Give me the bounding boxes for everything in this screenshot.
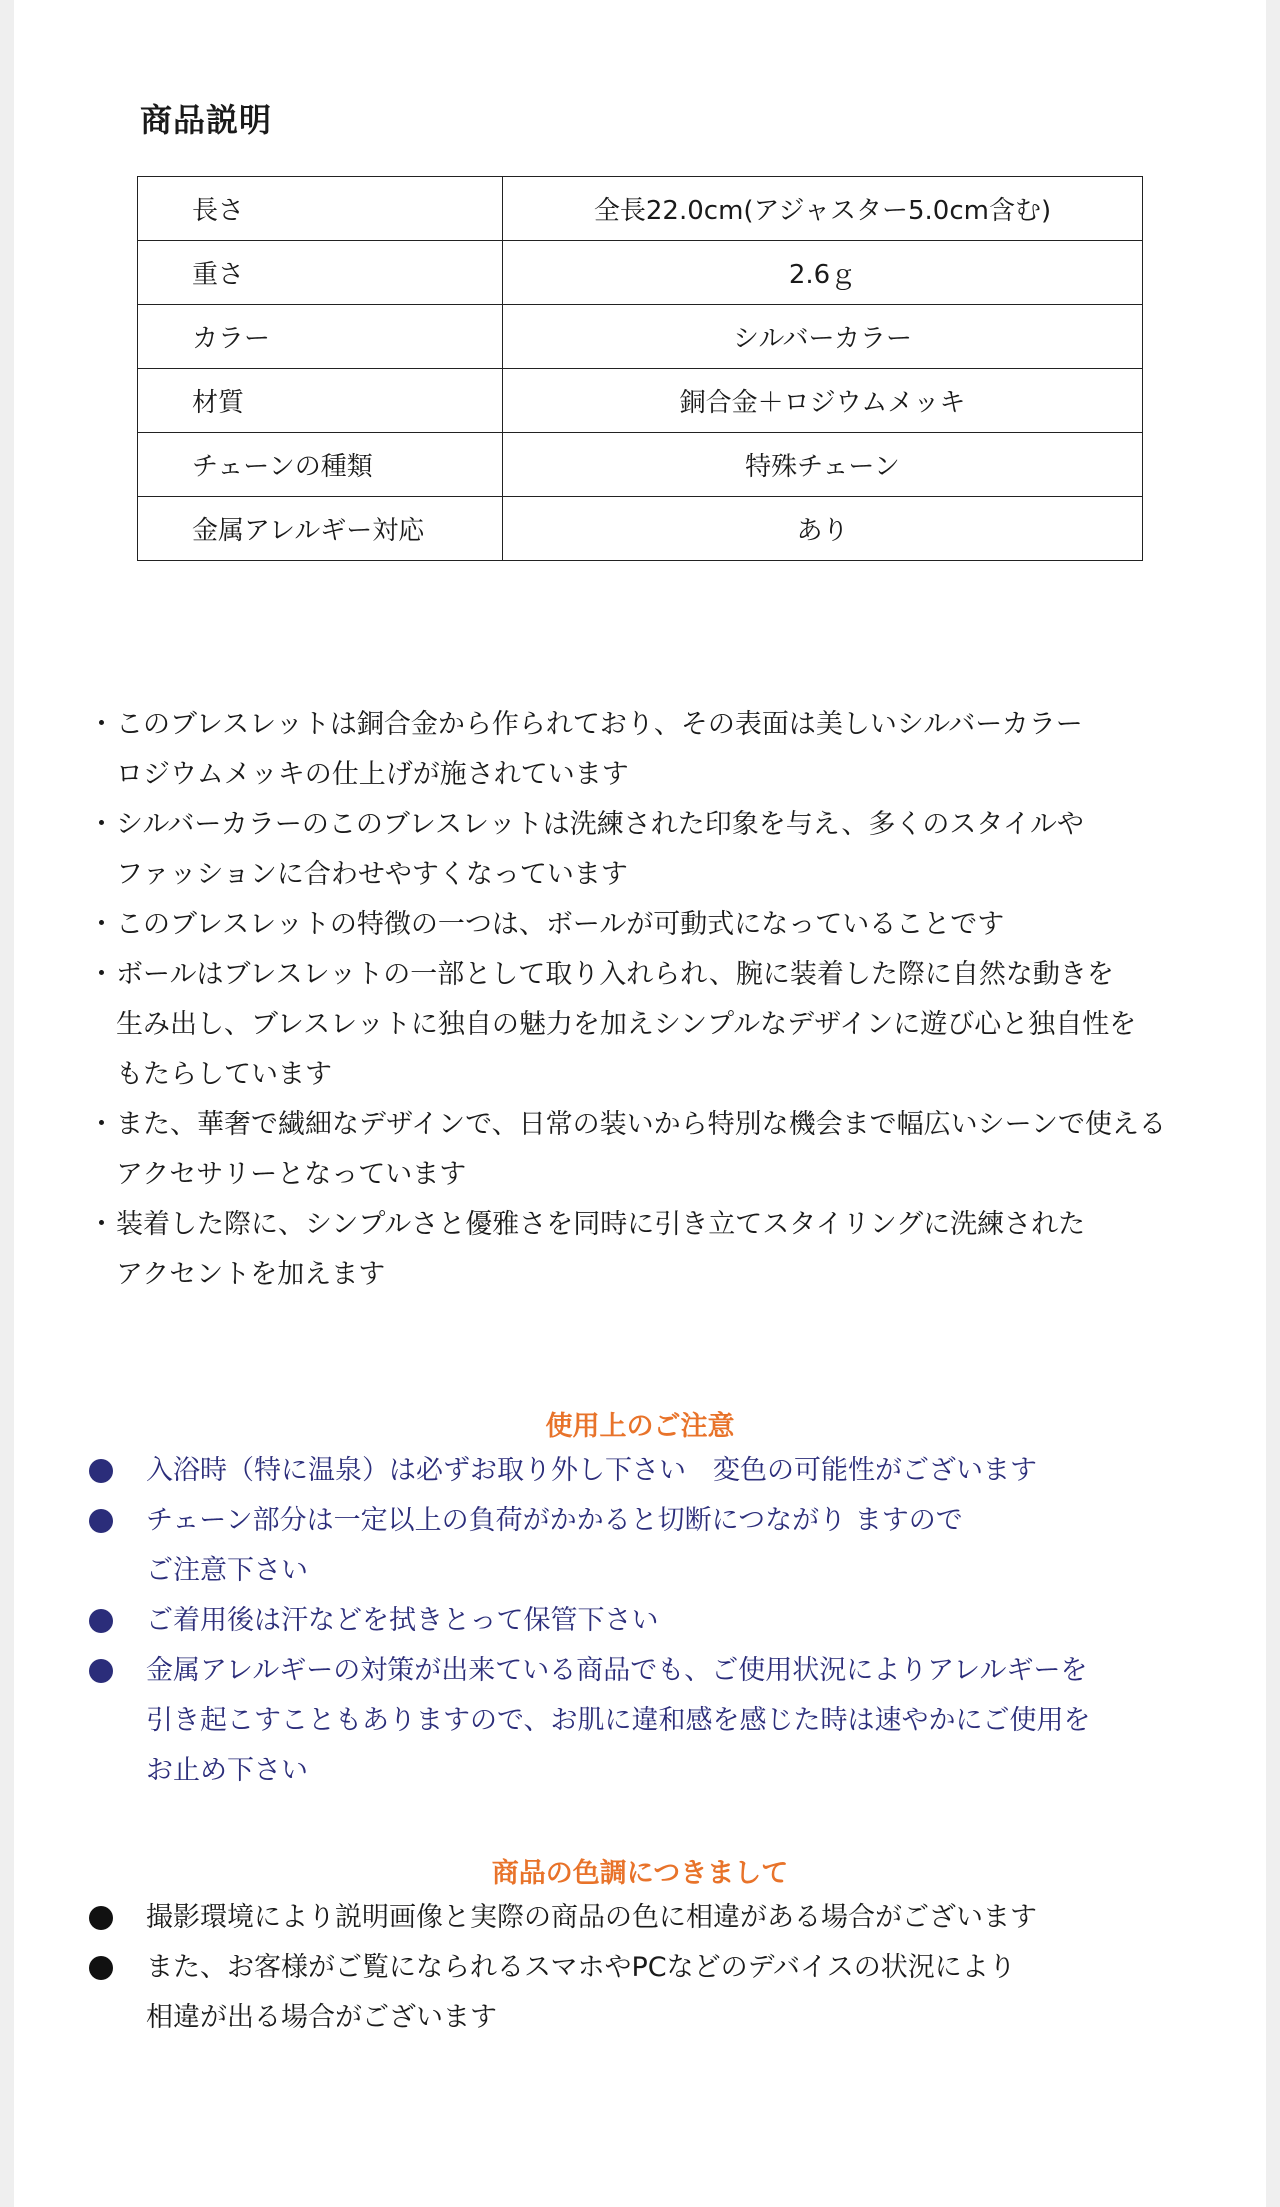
description-line: また、華奢で繊細なデザインで、日常の装いから特別な機会まで幅広いシーンで使える xyxy=(116,1109,1167,1140)
spec-value: あり xyxy=(503,497,1143,561)
section-title: 商品説明 xyxy=(140,101,273,139)
description-line: ロジウムメッキの仕上げが施されています xyxy=(116,759,629,790)
list-item xyxy=(82,950,1232,1100)
spec-label: 重さ xyxy=(138,241,503,305)
spec-value: 銅合金＋ロジウムメッキ xyxy=(503,369,1143,433)
description-line: もたらしています xyxy=(116,1059,332,1090)
bullet-circle-icon xyxy=(89,1459,113,1483)
note-line: チェーン部分は一定以上の負荷がかかると切断につながり ますので xyxy=(146,1505,963,1536)
description-line: ボールはブレスレットの一部として取り入れられ、腕に装着した際に自然な動きを xyxy=(116,959,1114,990)
bullet-circle-icon xyxy=(89,1906,113,1930)
note-line: 入浴時（特に温泉）は必ずお取り外し下さい 変色の可能性がございます xyxy=(146,1455,1037,1486)
bullet-dot: ・ xyxy=(88,909,115,940)
bullet-dot: ・ xyxy=(88,709,115,740)
list-item xyxy=(82,700,1232,800)
list-item xyxy=(82,800,1232,900)
spec-label: カラー xyxy=(138,305,503,369)
bullet-circle-icon xyxy=(89,1509,113,1533)
note-line: 相違が出る場合がございます xyxy=(146,2002,497,2033)
color-notes-list xyxy=(74,1893,1224,2043)
spec-label: 長さ xyxy=(138,177,503,241)
note-line: 引き起こすこともありますので、お肌に違和感を感じた時は速やかにご使用を xyxy=(146,1705,1091,1736)
spec-row-chain-type xyxy=(138,433,1143,497)
bullet-dot: ・ xyxy=(88,1209,115,1240)
description-line: ファッションに合わせやすくなっています xyxy=(116,859,628,890)
list-item xyxy=(74,1596,1224,1646)
list-item xyxy=(74,1943,1224,2043)
spec-row-length xyxy=(138,177,1143,241)
spec-label: チェーンの種類 xyxy=(138,433,503,497)
note-line: ご着用後は汗などを拭きとって保管下さい xyxy=(146,1605,659,1636)
list-item xyxy=(74,1646,1224,1796)
list-item xyxy=(82,900,1232,950)
spec-value: 2.6ｇ xyxy=(503,241,1143,305)
description-line: シルバーカラーのこのブレスレットは洗練された印象を与え、多くのスタイルや xyxy=(116,809,1084,840)
description-line: アクセントを加えます xyxy=(116,1259,386,1290)
spec-row-weight xyxy=(138,241,1143,305)
product-detail-page xyxy=(14,0,1266,2207)
description-line: このブレスレットは銅合金から作られており、その表面は美しいシルバーカラー xyxy=(116,709,1083,740)
list-item xyxy=(74,1446,1224,1496)
bullet-circle-icon xyxy=(89,1956,113,1980)
note-line: 金属アレルギーの対策が出来ている商品でも、ご使用状況によりアレルギーを xyxy=(146,1655,1088,1686)
usage-notes-heading: 使用上のご注意 xyxy=(545,1411,735,1442)
note-line: お止め下さい xyxy=(146,1755,308,1786)
list-item xyxy=(82,1100,1232,1200)
bullet-dot: ・ xyxy=(88,809,115,840)
spec-label: 材質 xyxy=(138,369,503,433)
description-line: アクセサリーとなっています xyxy=(116,1159,467,1190)
spec-row-material xyxy=(138,369,1143,433)
color-notes-heading: 商品の色調につきまして xyxy=(491,1858,789,1889)
note-line: また、お客様がご覧になられるスマホやPCなどのデバイスの状況により xyxy=(146,1952,1016,1983)
usage-notes-list xyxy=(74,1446,1224,1796)
spec-label: 金属アレルギー対応 xyxy=(138,497,503,561)
spec-row-color xyxy=(138,305,1143,369)
description-line: 生み出し、ブレスレットに独自の魅力を加えシンプルなデザインに遊び心と独自性を xyxy=(116,1009,1137,1040)
description-line: このブレスレットの特徴の一つは、ボールが可動式になっていることです xyxy=(116,909,1005,940)
spec-row-allergy xyxy=(138,497,1143,561)
list-item xyxy=(74,1496,1224,1596)
list-item xyxy=(74,1893,1224,1943)
spec-value: シルバーカラー xyxy=(503,305,1143,369)
bullet-dot: ・ xyxy=(88,959,115,990)
list-item xyxy=(82,1200,1232,1300)
spec-value: 全長22.0cm(アジャスター5.0cm含む) xyxy=(503,177,1143,241)
note-line: ご注意下さい xyxy=(146,1555,308,1586)
bullet-circle-icon xyxy=(89,1659,113,1683)
spec-table xyxy=(137,176,1143,561)
bullet-dot: ・ xyxy=(88,1109,115,1140)
spec-value: 特殊チェーン xyxy=(503,433,1143,497)
description-list xyxy=(82,700,1232,1300)
note-line: 撮影環境により説明画像と実際の商品の色に相違がある場合がございます xyxy=(146,1902,1037,1933)
bullet-circle-icon xyxy=(89,1609,113,1633)
description-line: 装着した際に、シンプルさと優雅さを同時に引き立てスタイリングに洗練された xyxy=(116,1209,1086,1240)
